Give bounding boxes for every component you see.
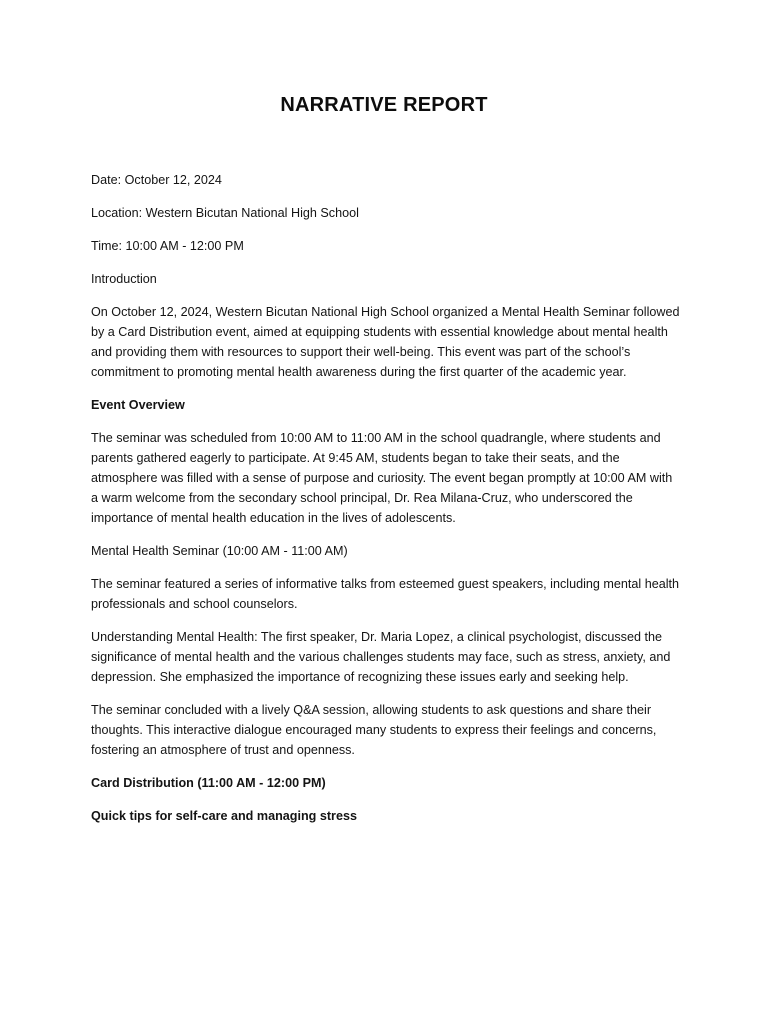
- qa-session-paragraph: The seminar concluded with a lively Q&A session, allowing students to ask questions and share their thoughts. This interactive dialogue encouraged many students to express their feelings and concerns, fostering an atmosphere of trust and openness.: [91, 703, 657, 757]
- time-line: Time: 10:00 AM - 12:00 PM: [91, 239, 244, 253]
- seminar-heading: Mental Health Seminar (10:00 AM - 11:00 AM): [91, 544, 348, 558]
- understanding-mental-health-paragraph: Understanding Mental Health: The first speaker, Dr. Maria Lopez, a clinical psychologist, discussed the significance of mental health and the various challenges students may face, such as stress, anxiety, and depression. She emphasized the importance of recognizing these issues early and seeking help.: [91, 630, 671, 684]
- document-body: [91, 170, 681, 839]
- introduction-paragraph: On October 12, 2024, Western Bicutan National High School organized a Mental Health Seminar followed by a Card Distribution event, aimed at equipping students with essential knowledge about mental health and providing them with resources to support their well-being. This event was part of the school’s commitment to promoting mental health awareness during the first quarter of the academic year.: [91, 305, 680, 379]
- quick-tips-heading: Quick tips for self-care and managing stress: [91, 809, 357, 823]
- event-overview-paragraph: The seminar was scheduled from 10:00 AM to 11:00 AM in the school quadrangle, where students and parents gathered eagerly to participate. At 9:45 AM, students began to take their seats, and the atmosphere was filled with a sense of purpose and curiosity. The event began promptly at 10:00 AM with a warm welcome from the secondary school principal, Dr. Rea Milana-Cruz, who underscored the importance of mental health education in the lives of adolescents.: [91, 431, 673, 525]
- seminar-paragraph: The seminar featured a series of informative talks from esteemed guest speakers, including mental health professionals and school counselors.: [91, 577, 680, 611]
- date-line: Date: October 12, 2024: [91, 173, 222, 187]
- introduction-heading: Introduction: [91, 272, 157, 286]
- card-distribution-heading: Card Distribution (11:00 AM - 12:00 PM): [91, 776, 326, 790]
- event-overview-heading: Event Overview: [91, 398, 185, 412]
- page-title: NARRATIVE REPORT: [280, 94, 488, 116]
- location-line: Location: Western Bicutan National High School: [91, 206, 359, 220]
